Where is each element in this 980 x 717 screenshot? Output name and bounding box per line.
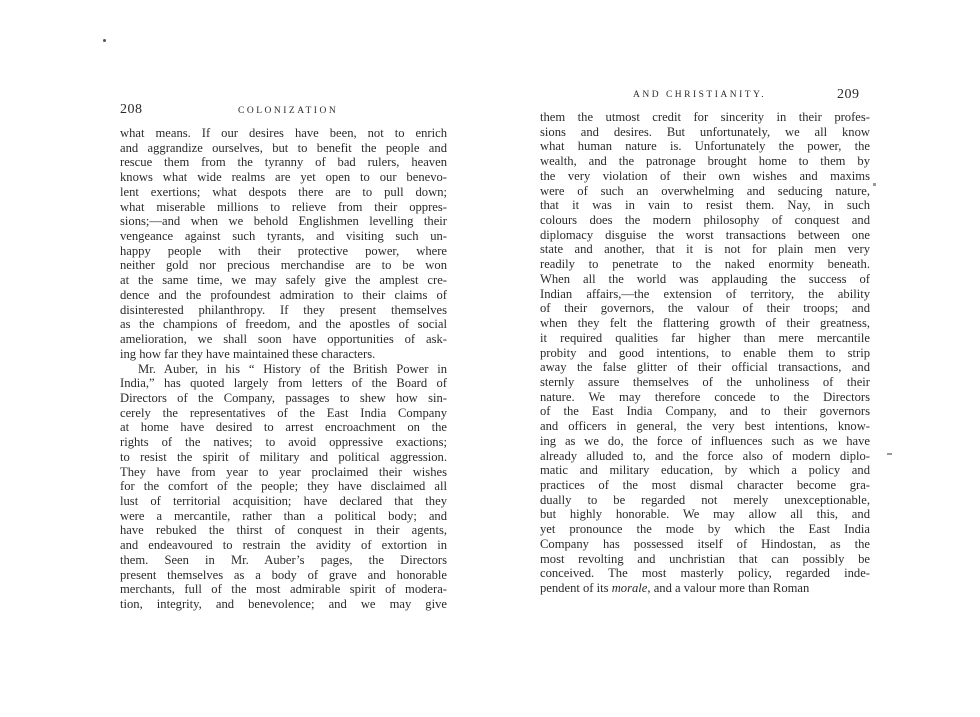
running-head: COLONIZATION bbox=[238, 106, 339, 116]
text-line: away the false glitter of their official transactions, and bbox=[540, 360, 870, 375]
text-line: dually to be regarded not merely unexceptionable, bbox=[540, 492, 870, 507]
text-line: ing how far they have maintained these characters. bbox=[120, 346, 376, 361]
text-line: but highly honorable. We may allow all this, and bbox=[540, 507, 870, 522]
page-text bbox=[120, 126, 447, 612]
text-line: probity and good intentions, to enable them to strip bbox=[540, 345, 870, 360]
text-line: and endeavoured to restrain the avidity of extortion in bbox=[120, 538, 447, 553]
text-line: They have from year to year proclaimed their wishes bbox=[120, 464, 447, 479]
text-line: as the champions of freedom, and the apostles of social bbox=[120, 317, 447, 332]
text-line: lent exertions; what despots there are to pull down; bbox=[120, 184, 447, 199]
text-line: at home have desired to arrest encroachment on the bbox=[120, 420, 447, 435]
text-line: the very violation of their own wishes and maxims bbox=[540, 168, 870, 183]
text-line: ing as we do, the force of influences such as we have bbox=[540, 433, 870, 448]
text-line: tion, integrity, and benevolence; and we may give bbox=[120, 597, 447, 612]
text-line: knows what wide realms are yet open to our benevo- bbox=[120, 170, 447, 185]
text-line: state and another, that it is not for plain men very bbox=[540, 242, 870, 257]
text-line: have rebuked the thirst of conquest in their agents, bbox=[120, 523, 447, 538]
text-line: them. Seen in Mr. Auber’s pages, the Directors bbox=[120, 552, 447, 567]
text-line: merchants, full of the most admirable spirit of modera- bbox=[120, 582, 447, 597]
text-line: at the same time, we may safely give the amplest cre- bbox=[120, 273, 447, 288]
text-line: of their governors, the valour of their troops; and bbox=[540, 301, 870, 316]
text-line: colours does the modern philosophy of conquest and bbox=[540, 213, 870, 228]
text-line: amelioration, we shall soon have opportunities of ask- bbox=[120, 332, 447, 347]
page-text bbox=[540, 110, 870, 596]
text-line: present themselves as a body of grave and honorable bbox=[120, 567, 447, 582]
text-line: them the utmost credit for sincerity in their profes- bbox=[540, 110, 870, 124]
text-line: pendent of its morale, and a valour more than Roman bbox=[540, 581, 810, 596]
text-line: cerely the representatives of the East India Company bbox=[120, 405, 447, 420]
text-line: sternly assure themselves of the unholiness of their bbox=[540, 374, 870, 389]
ink-speck bbox=[887, 453, 892, 455]
text-line: most revolting and unchristian that can possibly be bbox=[540, 551, 870, 566]
text-line: conceived. The most masterly policy, regarded inde- bbox=[540, 566, 870, 581]
text-line: India,” has quoted largely from letters of the Board of bbox=[120, 376, 447, 391]
text-line: rescue them from the tyranny of bad rulers, heaven bbox=[120, 155, 447, 170]
text-line: Directors of the Company, passages to shew how sin- bbox=[120, 390, 447, 405]
text-line: already alluded to, and the force also of modern diplo- bbox=[540, 448, 870, 463]
text-line: and officers in general, the very best intentions, know- bbox=[540, 419, 870, 434]
text-line: nature. We may therefore concede to the Directors bbox=[540, 389, 870, 404]
italic-word: morale bbox=[611, 581, 648, 596]
text-line: yet pronounce the mode by which the East India bbox=[540, 522, 870, 537]
text-line: it required qualities far higher than mere mercantile bbox=[540, 330, 870, 345]
text-line: to resist the spirit of military and political aggression. bbox=[120, 449, 447, 464]
text-line: vengeance against such tyrants, and visiting such un- bbox=[120, 229, 447, 244]
ink-speck bbox=[873, 183, 876, 186]
text-line: When all the world was applauding the success of bbox=[540, 271, 870, 286]
text-line: and aggrandize ourselves, but to benefit the people and bbox=[120, 140, 447, 155]
text-line: readily to penetrate to the naked enormity beneath. bbox=[540, 257, 870, 272]
text-line: dence and the profoundest admiration to their claims of bbox=[120, 287, 447, 302]
page-number: 209 bbox=[837, 87, 860, 102]
right-page bbox=[490, 0, 980, 717]
ink-speck bbox=[103, 39, 106, 42]
text-line: Indian affairs,—the extension of territory, the ability bbox=[540, 286, 870, 301]
text-line: Company has possessed itself of Hindostan, as the bbox=[540, 536, 870, 551]
text-line: sions;—and when we behold Englishmen levelling their bbox=[120, 214, 447, 229]
text-line: Mr. Auber, in his “ History of the British Power in bbox=[138, 361, 447, 376]
text-line: disinterested philanthropy. If they present themselves bbox=[120, 302, 447, 317]
text-line: neither gold nor precious merchandise are to be won bbox=[120, 258, 447, 273]
text-line: practices of the most dismal character become gra- bbox=[540, 478, 870, 492]
text-line: rights of the natives; to avoid oppressive exactions; bbox=[120, 435, 447, 450]
text-line: happy people with their protective power, where bbox=[120, 243, 447, 258]
text-line: that it was in vain to resist them. Nay, in such bbox=[540, 198, 870, 213]
text-line: what miserable millions to relieve from their oppres- bbox=[120, 199, 447, 214]
text-line: what means. If our desires have been, not to enrich bbox=[120, 126, 447, 140]
text-line: of the East India Company, and to their governors bbox=[540, 404, 870, 419]
running-head: AND CHRISTIANITY. bbox=[633, 90, 767, 100]
text-line: were of such an overwhelming and seducing nature, bbox=[540, 183, 870, 198]
text-line: were a mercantile, rather than a political body; and bbox=[120, 508, 447, 523]
text-line: matic and military education, by which a policy and bbox=[540, 463, 870, 478]
text-line: wealth, and the patronage brought home to them by bbox=[540, 154, 870, 169]
text-line: for the comfort of the people; they have disclaimed all bbox=[120, 479, 447, 494]
text-line: lust of territorial acquisition; have declared that they bbox=[120, 494, 447, 508]
text-line: diplomacy disguise the worst transactions between one bbox=[540, 227, 870, 242]
page-number: 208 bbox=[120, 102, 143, 117]
text-line: sions and desires. But unfortunately, we all know bbox=[540, 124, 870, 139]
text-line: what human nature is. Unfortunately the power, the bbox=[540, 139, 870, 154]
text-line: when they felt the flattering growth of their greatness, bbox=[540, 316, 870, 331]
